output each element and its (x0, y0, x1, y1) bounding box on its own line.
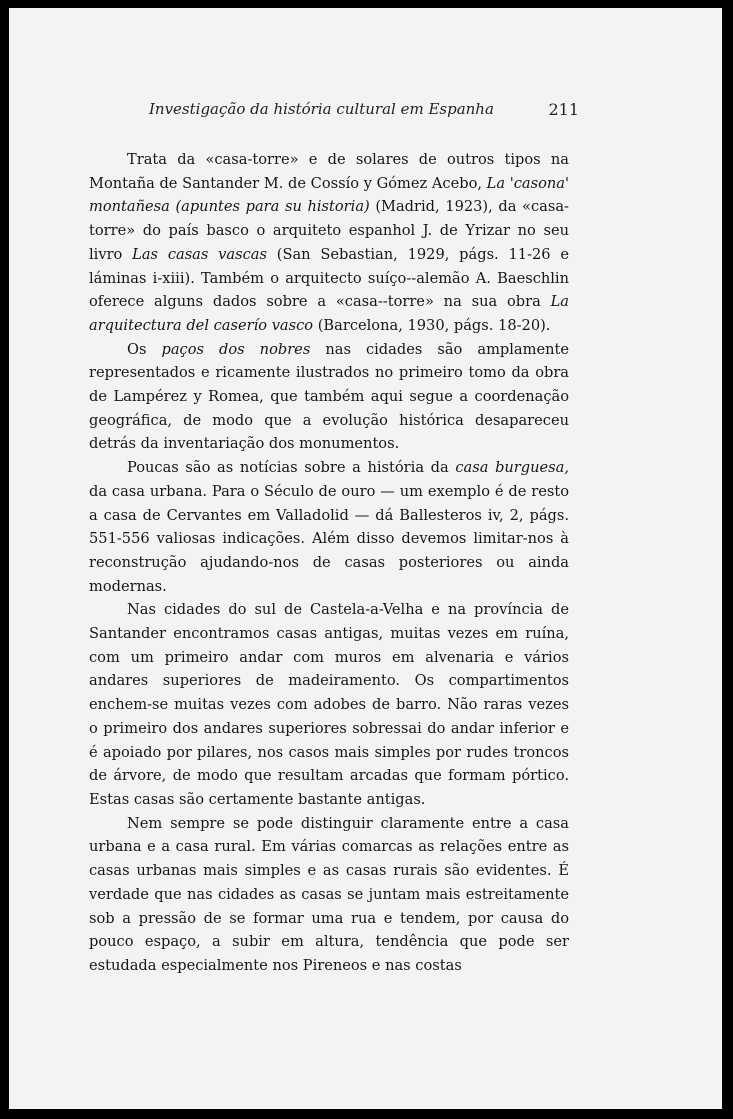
paragraph (89, 338, 569, 457)
page-number: 211 (548, 100, 579, 119)
italic-text: casa burguesa, (455, 459, 569, 477)
paragraph (89, 148, 569, 338)
body-text (89, 148, 569, 978)
text-run: Poucas são as notícias sobre a história da (127, 459, 456, 477)
text-run: (San Sebastian, 1929, págs. 11-26 e láminas i-xiii). Também o arquitecto suíço--alemão A. Baeschlin oferece alguns dados sobre a «casa--torre» na sua obra (89, 245, 570, 311)
text-run: da casa urbana. Para o Século de ouro — um exemplo é de resto a casa de Cervantes em Valladolid — dá Ballesteros iv, 2, págs. 551-556 valiosas indicações. Além disso devemos limitar-nos à reconstrução ajudando-nos de casas posteriores ou ainda modernas. (89, 482, 569, 595)
italic-text: La 'casona' montañesa (apuntes para su historia) (89, 174, 569, 216)
paragraph (89, 598, 569, 811)
text-run: (Barcelona, 1930, págs. 18-20). (313, 316, 551, 334)
text-run: Nem sempre se pode distinguir claramente entre a casa urbana e a casa rural. Em várias comarcas as relações entre as casas urbanas mais simples e as casas rurais são evidentes. É verdade que nas cidades as casas se juntam mais estreitamente sob a pressão de se formar uma rua e tendem, por causa do pouco espaço, a subir em altura, tendência que pode ser estudada especialmente nos Pireneos e nas costas (89, 814, 569, 974)
italic-text: paços dos nobres (161, 340, 311, 358)
italic-text: Las casas vascas (132, 245, 267, 263)
italic-text: La arquitectura del caserío vasco (89, 293, 569, 334)
text-run: (Madrid, 1923), da «casa-torre» do país basco o arquiteto espanhol J. de Yrizar no seu livro (89, 198, 569, 263)
page-header (89, 100, 579, 124)
paragraph (89, 456, 569, 598)
text-run: nas cidades são amplamente representados e ricamente ilustrados no primeiro tomo da obra de Lampérez y Romea, que também aqui segue a coordenação geográfica, de modo que a evolução histórica desapareceu detrás da inventariação dos monumentos. (89, 340, 569, 453)
paragraph (89, 812, 569, 978)
running-title: Investigação da história cultural em Espanha (149, 100, 494, 118)
book-page (9, 8, 722, 1109)
text-run: Os (127, 340, 162, 358)
text-run: Nas cidades do sul de Castela-a-Velha e na província de Santander encontramos casas antigas, muitas vezes em ruína, com um primeiro andar com muros em alvenaria e vários andares superiores de madeiramento. Os compartimentos enchem-se muitas vezes com adobes de barro. Não raras vezes o primeiro dos andares superiores sobressai do andar inferior e é apoiado por pilares, nos casos mais simples por rudes troncos de árvore, de modo que resultam arcadas que formam pórtico. Estas casas são certamente bastante antigas. (89, 601, 569, 808)
text-run: Trata da «casa-torre» e de solares de outros tipos na Montaña de Santander M. de Cossío y Gómez Acebo, (89, 151, 569, 192)
